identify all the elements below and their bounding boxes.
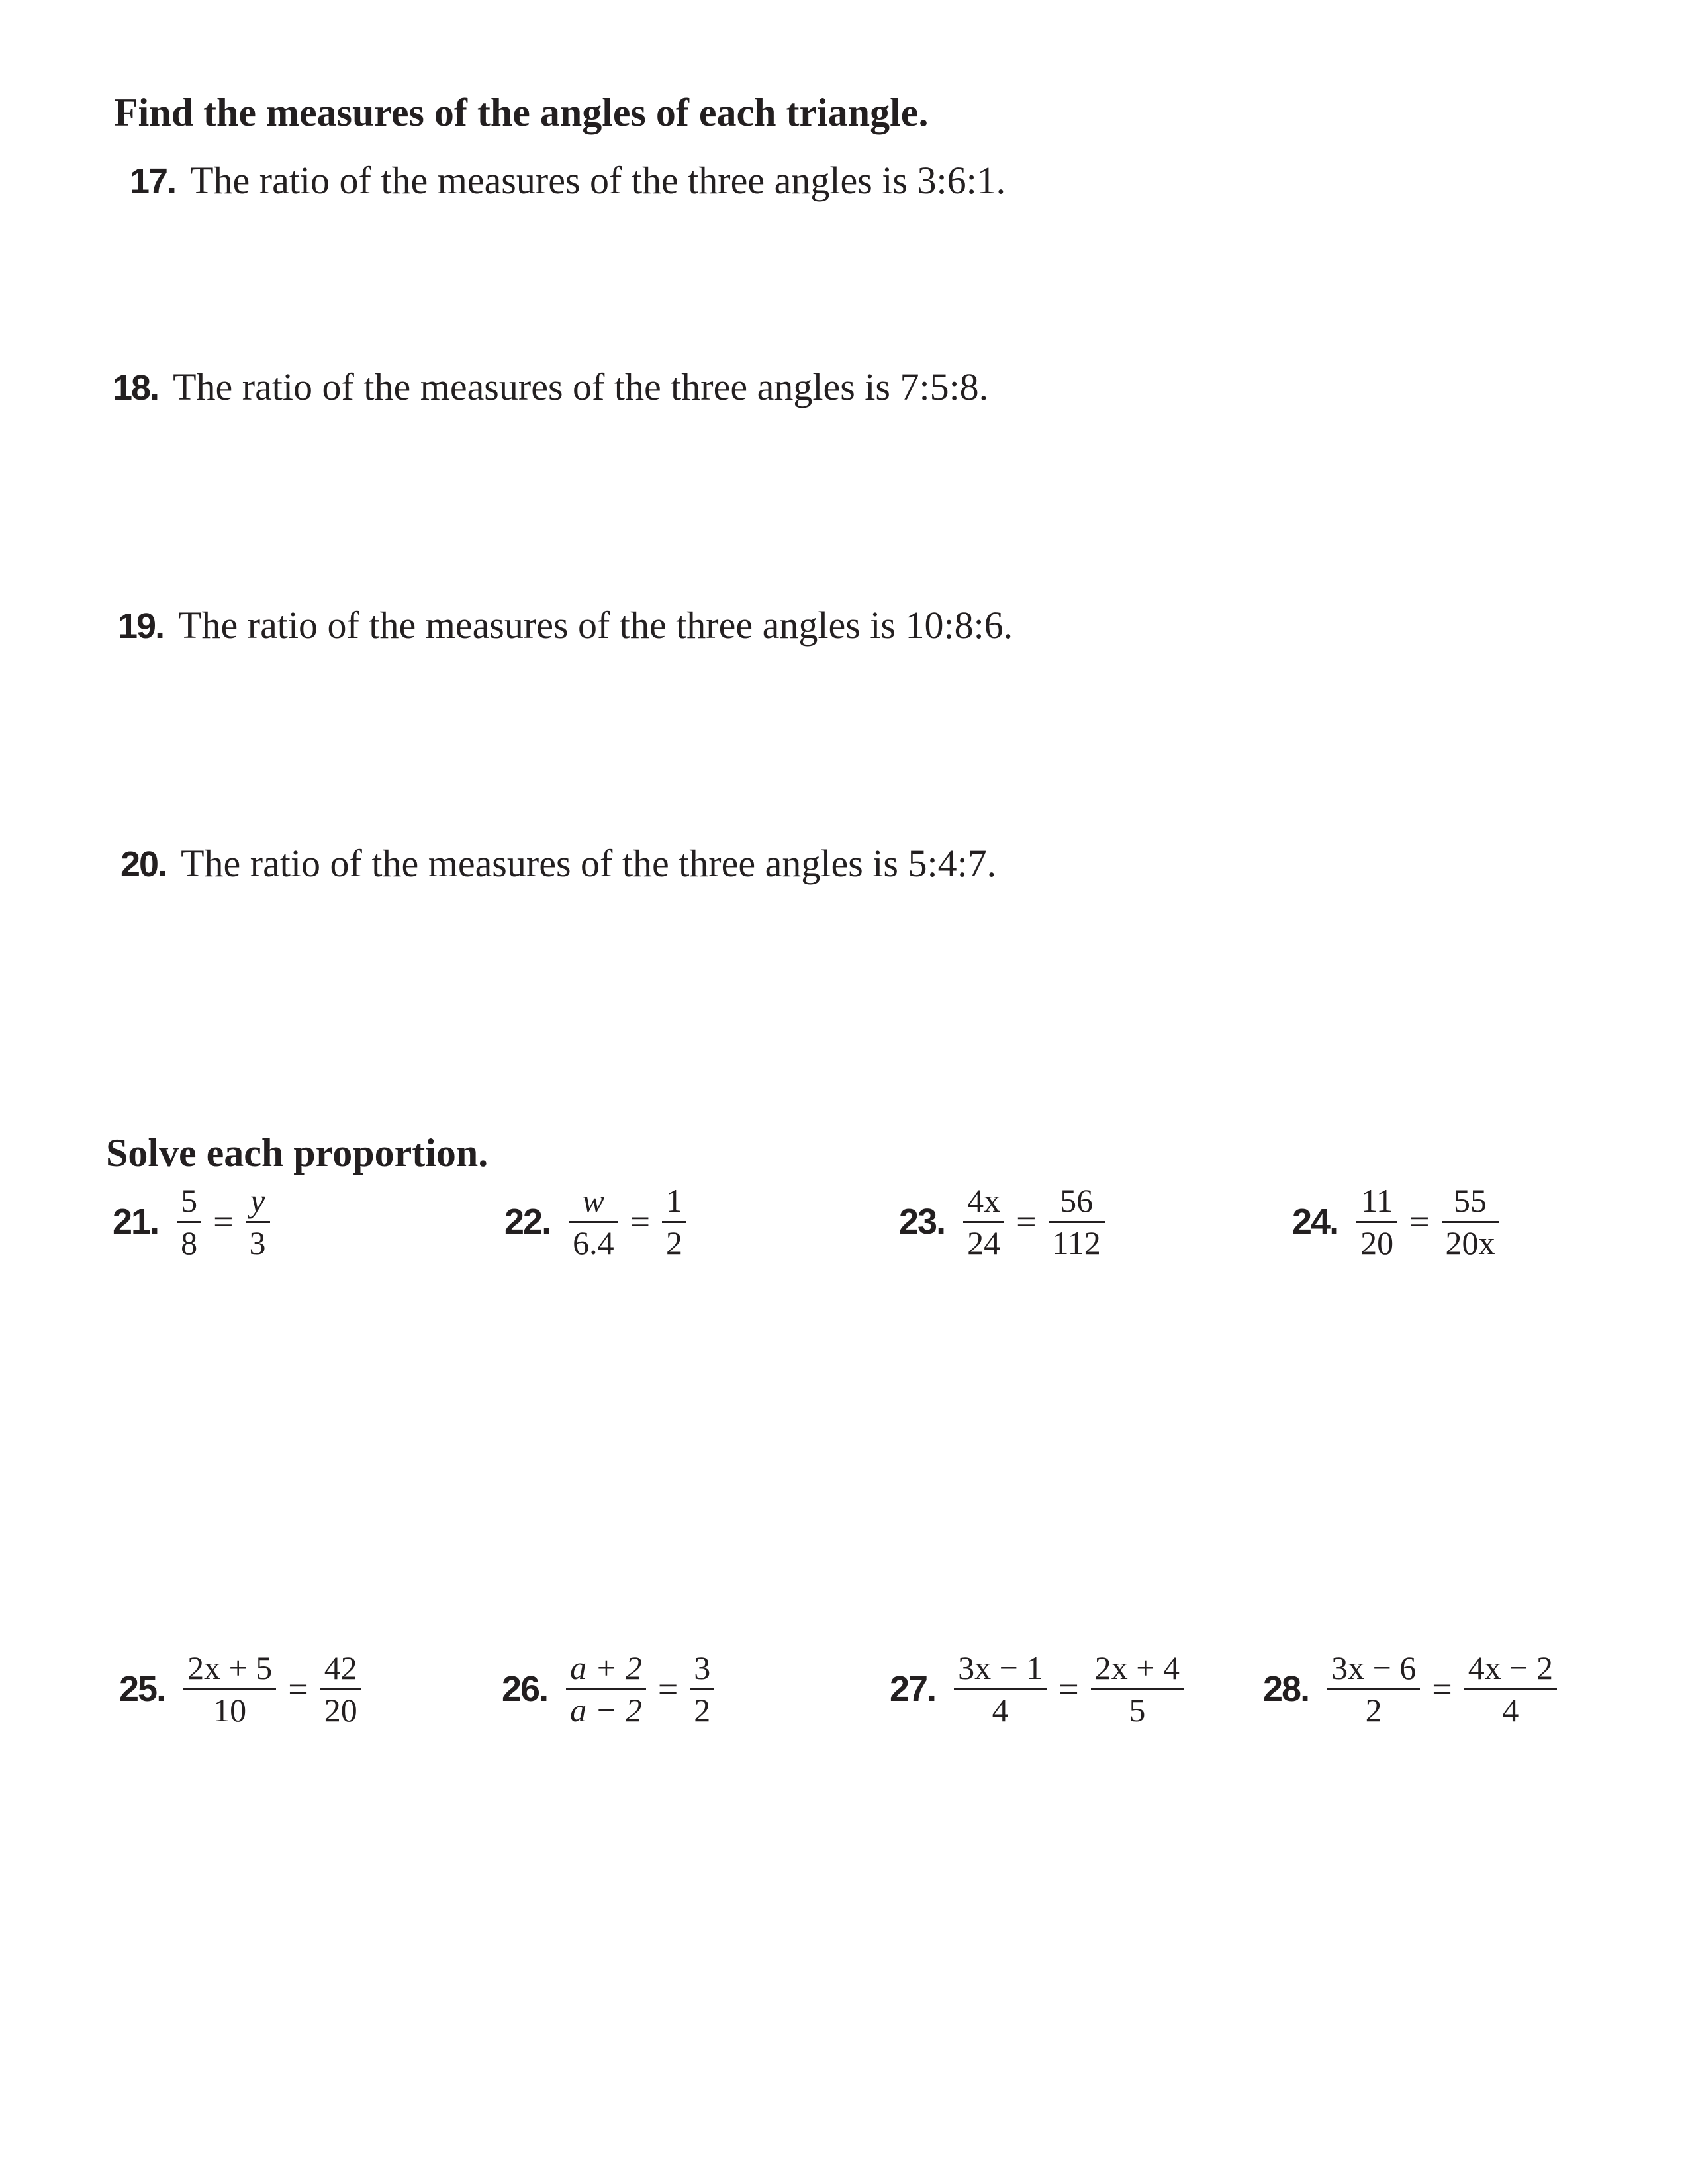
problem-number: 23. [899,1202,945,1242]
numerator: 11 [1356,1183,1397,1223]
left-fraction [174,1183,204,1260]
problem-25 [119,1651,364,1727]
denominator: 8 [181,1224,198,1261]
problem-number: 25. [119,1669,165,1709]
numerator: w [569,1183,618,1223]
equals-sign: = [213,1202,234,1242]
equals-sign: = [1016,1202,1037,1242]
problem-24 [1292,1183,1502,1260]
denominator: 2 [694,1691,711,1729]
right-fraction [1046,1183,1107,1260]
problem-22 [504,1183,689,1260]
problem-18 [113,365,989,408]
right-fraction [1088,1651,1186,1727]
left-fraction [181,1651,279,1727]
right-fraction [1462,1651,1560,1727]
problem-number: 28. [1263,1669,1309,1709]
right-fraction [318,1651,364,1727]
left-fraction [566,1183,621,1260]
problem-number: 24. [1292,1202,1338,1242]
denominator: 3 [249,1224,266,1261]
right-fraction [687,1651,717,1727]
numerator: 55 [1442,1183,1499,1223]
numerator: 2x + 5 [183,1651,276,1690]
numerator: 2x + 4 [1091,1651,1184,1690]
numerator: 42 [320,1651,361,1690]
right-fraction [659,1183,689,1260]
numerator: 3x − 1 [954,1651,1047,1690]
problem-21 [113,1183,273,1260]
left-fraction [1354,1183,1400,1260]
left-fraction [961,1183,1007,1260]
problem-27 [890,1651,1186,1727]
denominator: 112 [1052,1224,1101,1261]
problem-text: The ratio of the measures of the three angles is 7:5:8. [173,365,989,408]
numerator: 3 [690,1651,714,1690]
denominator: 20x [1445,1224,1495,1261]
problem-text: The ratio of the measures of the three angles is 5:4:7. [181,842,997,885]
problem-20 [120,844,996,883]
denominator: 6.4 [573,1224,614,1261]
denominator: 24 [967,1224,1001,1261]
numerator: 1 [662,1183,686,1223]
numerator: a + 2 [566,1651,646,1690]
problem-number: 18. [113,368,159,408]
problem-number: 17. [130,161,176,201]
left-fraction [563,1651,649,1727]
denominator: 2 [666,1224,683,1261]
problem-19 [118,606,1013,645]
problem-23 [899,1183,1107,1260]
right-fraction [1439,1183,1502,1260]
problem-17 [130,161,1006,200]
section-heading-triangles: Find the measures of the angles of each triangle. [114,91,929,134]
numerator: 5 [177,1183,201,1223]
equals-sign: = [1432,1669,1452,1709]
equals-sign: = [1409,1202,1430,1242]
problem-28 [1263,1651,1560,1727]
left-fraction [951,1651,1049,1727]
equals-sign: = [288,1669,308,1709]
problem-26 [502,1651,717,1727]
equals-sign: = [657,1669,679,1709]
denominator: a − 2 [570,1691,642,1729]
problem-number: 27. [890,1669,936,1709]
problem-number: 19. [118,606,164,646]
problem-number: 21. [113,1202,159,1242]
equals-sign: = [630,1202,651,1242]
left-fraction [1325,1651,1423,1727]
numerator: 56 [1049,1183,1105,1223]
problem-number: 26. [502,1669,548,1709]
equals-sign: = [1058,1669,1079,1709]
denominator: 5 [1129,1691,1146,1729]
denominator: 4 [992,1691,1009,1729]
problem-text: The ratio of the measures of the three angles is 10:8:6. [178,604,1013,647]
denominator: 20 [324,1691,357,1729]
numerator: y [246,1183,270,1223]
problem-number: 20. [120,844,167,884]
numerator: 3x − 6 [1327,1651,1420,1690]
numerator: 4x − 2 [1464,1651,1557,1690]
denominator: 10 [213,1691,247,1729]
problem-text: The ratio of the measures of the three angles is 3:6:1. [190,159,1006,202]
denominator: 4 [1502,1691,1519,1729]
section-heading-proportions: Solve each proportion. [106,1131,489,1175]
right-fraction [243,1183,273,1260]
denominator: 20 [1360,1224,1394,1261]
numerator: 4x [963,1183,1004,1223]
denominator: 2 [1365,1691,1382,1729]
problem-number: 22. [504,1202,551,1242]
